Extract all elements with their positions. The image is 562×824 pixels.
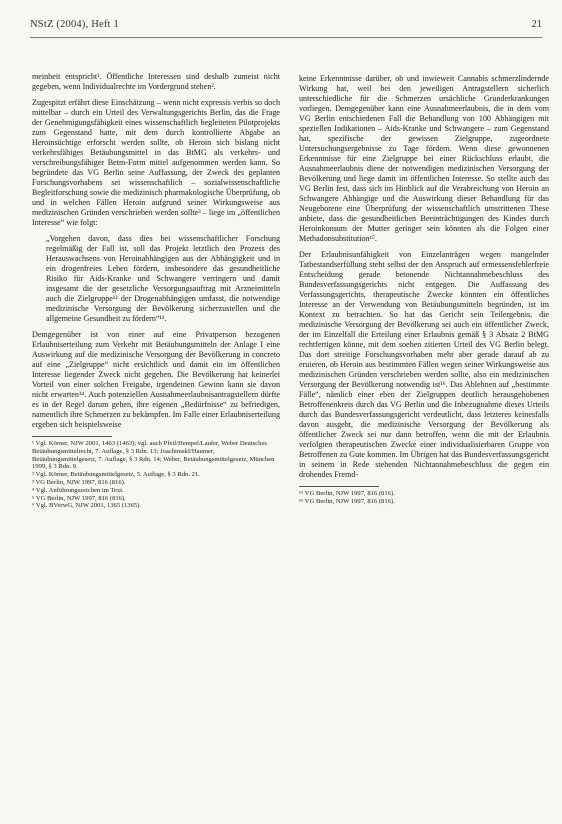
left-column	[32, 72, 280, 510]
right-footnotes	[299, 490, 549, 506]
footnote-rule	[32, 436, 112, 437]
footnote-rule	[299, 486, 379, 487]
footnote: ¹⁵ VG Berlin, NJW 1997, 816 (816).	[299, 490, 395, 497]
left-footnotes	[32, 440, 280, 510]
footnote: ³ VG Berlin, NJW 1997, 816 (816).	[32, 478, 126, 486]
paragraph: meinheit entspricht¹. Öffentliche Interessen sind deshalb zumeist nicht gegeben, wenn Individualrechte im Vordergrund stehen².	[32, 72, 280, 91]
paragraph: keine Erkenntnisse darüber, ob und inwieweit Cannabis schmerzlindernde Wirkung hat, weil bei den jeweiligen Antragstellern sicherlich unterschiedliche für die Schmerzen ursächliche Grunderkrankungen vorliegen. Demgegenüber kann eine Ausnahmeerlaubnis, die in dem vom VG Berlin entschiedenen Fall die Behandlung von 100 Abhängigen mit speziellen Indikationen – Aids-Kranke und Schwangere – zum Gegenstand hat, spezifische der gewissen Zielgruppe, zugeordnete Untersuchungsergebnisse zu Tage fördern. Wenn diese gewonnenen Erkenntnisse für eine Zielgruppe bei einer Rückschluss erlaubt, die Ausnahmeerlaubnis diene der notwendigen medizinischen Versorgung der Bevölkerung und liege damit im öffentlichen Interesse. So stellte auch das VG Berlin fest, dass sich im Hinblick auf die Verabreichung von Heroin an Schwangere Abhängige und die Auswirkung dieser Behandlung für das Neugeborene eine Überprüfung der wissenschaftlich umstrittenen These anbiete, dass die gesundheitlichen Beeinträchtigungen des Kindes durch Heroinkonsum der Mutter geringer sein könnten als die Folgen einer Methadonsubstitution¹⁵.	[299, 74, 549, 243]
page-number: 21	[531, 19, 542, 30]
page-header	[30, 19, 542, 33]
paragraph: Demgegenüber ist von einer auf eine Privatperson bezogenen Erlaubniserteilung zum Verkehr mit Betäubungsmitteln der Anlage I eine Auswirkung auf die medizinische Versorgung der Bevölkerung in concreto auf eine „Zielgruppe“ nicht ersichtlich und damit ein im öffentlichen Interesse liegender Zweck nicht gegeben. Die Bevölkerung hat keinerlei Vorteil von einer solchen Freigabe, irgendeinen Gewinn kann sie davon nicht erwarten¹⁴. Auch potenziellen Ausnahmeerlaubnisantragstellern dürfte es in der Regel darum gehen, ihre eigenen „Bedürfnisse“ zu befriedigen, namentlich ihre Schmerzen zu bekämpfen. Im Falle einer Erlaubniserteilung ergeben sich beispielsweise	[32, 330, 280, 429]
header-rule	[30, 37, 542, 38]
right-column	[299, 74, 549, 506]
left-paragraphs	[32, 72, 280, 430]
running-head: NStZ (2004), Heft 1	[30, 19, 119, 30]
footnote: ¹⁶ VG Berlin, NJW 1997, 816 (816).	[299, 497, 395, 505]
footnote: ⁶ Vgl. BVerwG, NJW 2001, 1365 (1365).	[32, 502, 142, 510]
footnote: ⁵ VG Berlin, NJW 1997, 816 (816).	[32, 494, 126, 502]
right-paragraphs	[299, 74, 549, 480]
footnote: ² Vgl. Körner, Betäubungsmittelgesetz, 5. Auflage, § 3 Rdn. 21.	[32, 471, 200, 479]
paragraph: „Vorgehen davon, dass dies bei wissenschaftlicher Forschung regelmäßig der Fall ist, soll das Projekt letztlich den Prozess des Herauswachsens von Heroinabhängigen aus der Abhängigkeit und in ein drogenfreies Leben fördern, insbesondere das gesundheitliche Risiko für Aids-Kranke und Schwangere verringern und damit insgesamt die der gesetzliche Versorgungsauftrag mit Arzneimitteln auch die Zielgruppe¹² der Drogenabhängigen umfasst, die notwendige medizinische Versorgung der Bevölkerung sicherzustellen und die allgemeine Gesundheit zu fördern“¹³.	[46, 234, 280, 323]
paragraph: Zugespitzt erfährt diese Einschätzung – wenn nicht expressis verbis so doch mittelbar – durch ein Urteil des Verwaltungsgerichts Berlin, das die Frage der Genehmigungsfähigkeit eines wissenschaftlich begleiteten Pilotprojekts zum Gegenstand hatte, mit dem durch kontrollierte Abgabe an Heroinsüchtige erforscht werden sollte, ob Heroin sich bislang nicht verkehrsfähiges Betäubungsmittel in das BtMG als verkehrs- und verschreibungsfähiger Betm-Form mittel aufgenommen werden kann. So begründete das VG Berlin seine Auffassung, der Zweck des geplanten Forschungsvorhabens sei wissenschaftlich – sozialwissenschaftliche Begleitforschung sowie die medizinisch pharmakologische Überprüfung, ob und in welchen Fällen Heroin aufgrund seiner Wirkungsweise aus medizinischen Gründen verschrieben werden sollte³ – liege im „öffentlichen Interesse“ wie folgt:	[32, 98, 280, 227]
footnote: ⁴ Vgl. Anführungszeichen im Text.	[32, 486, 124, 494]
footnote: ¹ Vgl. Körner, NJW 2001, 1463 (1463); vgl. auch Pfeil/Hempel/Laufer, Weber Deutsches Betäubungsmittelrecht, 7. Auflage, § 3 Rdn. 13; JoachimskI/Haumer, Betäubungsmittelgesetz, 7. Auflage, § 3 Rdn. 14; Weber, Betäubungsmittelgesetz, München 1999, § 3 Rdn. 9.	[32, 440, 275, 471]
paragraph: Der Erlaubnisunfähigkeit von Einzelanträgen wegen mangelnder Tatbestandserfüllung steht selbst der den Anspruch auf ermessensfehlerfreie Entscheidung gerade betonende Nichtannahmebeschluss des Bundesverfassungsgerichts nicht entgegen. Die Auffassung des Verfassungsgerichts, therapeutische Zwecke könnten ein öffentliches Interesse an der Verwendung von Betäubungsmitteln begründen, ist im Kontext zu betrachten. So hat das Gericht sein Teilergebnis, die medizinische Versorgung der Bevölkerung sei auch ein öffentlicher Zweck, der im Einzelfall die Erteilung einer Erlaubnis gemäß § 3 Absatz 2 BtMG rechtfertigen könne, mit dem soeben zitierten Urteil des VG Berlin belegt. Das dort streitige Forschungsvorhaben mehr aber gerade darauf ab zu eruieren, ob Heroin aus bestimmten Fällen wegen seiner Wirkungsweise aus medizinischen Gründen verschrieben werden sollte, also ein medizinischen Versorgung der Bevölkerung notwendig ist¹⁶. Das Ablehnen auf „bestimmte Fälle“, nämlich einer eben der Zielgruppen deutlich herausgehobenen Betroffenenkreis durch das VG Berlin und die Inbezugnahme dieses Urteils durch das Bundesverfassungsgericht verdeutlicht, dass letzteres keinesfalls davon ausgeht, die medizinische Versorgung der Bevölkerung als öffentlicher Zweck sei nur dann betroffen, wenn die mit der Erlaubnis verfolgten therapeutischen Zwecke einer individualisierbaren Gruppe von Betroffenen zu Gute kommen. Im Übrigen hat das Bundesverfassungsgericht in seinem in Rede stehenden Nichtannahmebeschluss die gegen ein drohendes Fremd-	[299, 250, 549, 479]
